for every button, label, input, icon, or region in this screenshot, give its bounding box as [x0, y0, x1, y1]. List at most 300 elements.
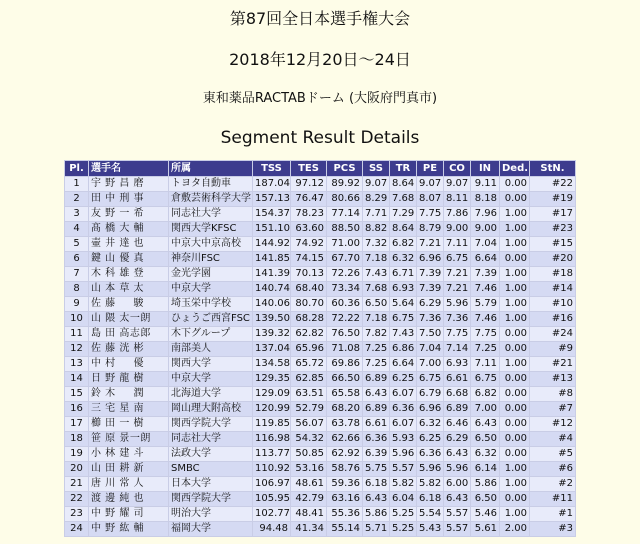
tss-cell: 120.99 — [253, 402, 291, 417]
in-cell: 6.50 — [471, 492, 500, 507]
tr-cell: 6.93 — [390, 282, 417, 297]
tr-cell: 6.07 — [390, 387, 417, 402]
co-cell: 6.43 — [444, 492, 471, 507]
in-cell: 9.11 — [471, 177, 500, 192]
club-cell: 中京大学 — [169, 282, 253, 297]
place-cell: 15 — [65, 387, 89, 402]
tes-cell: 50.85 — [291, 447, 327, 462]
pe-cell: 6.18 — [417, 492, 444, 507]
table-row — [65, 357, 576, 372]
skater-name-cell: 壷 井 達 也 — [89, 237, 169, 252]
place-cell: 23 — [65, 507, 89, 522]
pcs-cell: 69.86 — [327, 357, 363, 372]
column-header-tes: TES — [291, 161, 327, 177]
place-cell: 21 — [65, 477, 89, 492]
place-cell: 17 — [65, 417, 89, 432]
column-header-tss: TSS — [253, 161, 291, 177]
tes-cell: 54.32 — [291, 432, 327, 447]
place-cell: 5 — [65, 237, 89, 252]
club-cell: SMBC — [169, 462, 253, 477]
club-cell: 関西大学 — [169, 357, 253, 372]
column-header-skater: 選手名 — [89, 161, 169, 177]
tr-cell: 6.32 — [390, 252, 417, 267]
in-cell: 5.86 — [471, 477, 500, 492]
pe-cell: 5.54 — [417, 507, 444, 522]
pe-cell: 7.75 — [417, 207, 444, 222]
ss-cell: 8.82 — [363, 222, 390, 237]
skater-name-cell: 髙 橋 大 輔 — [89, 222, 169, 237]
tr-cell: 5.25 — [390, 507, 417, 522]
place-cell: 4 — [65, 222, 89, 237]
deductions-cell: 1.00 — [500, 222, 530, 237]
tes-cell: 53.16 — [291, 462, 327, 477]
club-cell: 埼玉栄中学校 — [169, 297, 253, 312]
start-number-cell: #5 — [530, 447, 576, 462]
co-cell: 8.11 — [444, 192, 471, 207]
header-row — [65, 161, 576, 177]
tr-cell: 5.57 — [390, 462, 417, 477]
tes-cell: 65.96 — [291, 342, 327, 357]
co-cell: 7.86 — [444, 207, 471, 222]
ss-cell: 7.18 — [363, 252, 390, 267]
tss-cell: 116.98 — [253, 432, 291, 447]
place-cell: 13 — [65, 357, 89, 372]
deductions-cell: 0.00 — [500, 192, 530, 207]
start-number-cell: #13 — [530, 372, 576, 387]
table-row — [65, 252, 576, 267]
deductions-cell: 0.00 — [500, 432, 530, 447]
deductions-cell: 1.00 — [500, 507, 530, 522]
co-cell: 6.93 — [444, 357, 471, 372]
tes-cell: 62.82 — [291, 327, 327, 342]
place-cell: 2 — [65, 192, 89, 207]
ss-cell: 6.50 — [363, 297, 390, 312]
tr-cell: 6.07 — [390, 417, 417, 432]
club-cell: 北海道大学 — [169, 387, 253, 402]
ss-cell: 6.43 — [363, 387, 390, 402]
start-number-cell: #7 — [530, 402, 576, 417]
place-cell: 16 — [65, 402, 89, 417]
deductions-cell: 0.00 — [500, 342, 530, 357]
event-venue: 東和薬品RACTABドーム (大阪府門真市) — [202, 91, 438, 106]
pe-cell: 6.25 — [417, 432, 444, 447]
table-row — [65, 267, 576, 282]
club-cell: 同志社大学 — [169, 432, 253, 447]
column-header-place: Pl. — [65, 161, 89, 177]
table-row — [65, 222, 576, 237]
club-cell: 中京大中京高校 — [169, 237, 253, 252]
pcs-cell: 71.08 — [327, 342, 363, 357]
start-number-cell: #23 — [530, 222, 576, 237]
tr-cell: 7.68 — [390, 192, 417, 207]
table-row — [65, 327, 576, 342]
ss-cell: 8.29 — [363, 192, 390, 207]
deductions-cell: 0.00 — [500, 492, 530, 507]
tss-cell: 134.58 — [253, 357, 291, 372]
tes-cell: 80.70 — [291, 297, 327, 312]
place-cell: 24 — [65, 522, 89, 537]
co-cell: 6.46 — [444, 417, 471, 432]
deductions-cell: 0.00 — [500, 177, 530, 192]
tes-cell: 48.61 — [291, 477, 327, 492]
pe-cell: 7.39 — [417, 282, 444, 297]
ss-cell: 7.43 — [363, 267, 390, 282]
ss-cell: 6.89 — [363, 402, 390, 417]
in-cell: 6.64 — [471, 252, 500, 267]
tss-cell: 141.85 — [253, 252, 291, 267]
start-number-cell: #20 — [530, 252, 576, 267]
place-cell: 12 — [65, 342, 89, 357]
skater-name-cell: 三 宅 星 南 — [89, 402, 169, 417]
pe-cell: 7.00 — [417, 357, 444, 372]
table-row — [65, 312, 576, 327]
table-row — [65, 507, 576, 522]
club-cell: 木下グループ — [169, 327, 253, 342]
table-row — [65, 522, 576, 537]
skater-name-cell: 笹 原 景一朗 — [89, 432, 169, 447]
pcs-cell: 88.50 — [327, 222, 363, 237]
tes-cell: 42.79 — [291, 492, 327, 507]
club-cell: 中京大学 — [169, 372, 253, 387]
place-cell: 7 — [65, 267, 89, 282]
co-cell: 6.68 — [444, 387, 471, 402]
start-number-cell: #16 — [530, 312, 576, 327]
ss-cell: 5.71 — [363, 522, 390, 537]
club-cell: トヨタ自動車 — [169, 177, 253, 192]
start-number-cell: #14 — [530, 282, 576, 297]
club-cell: 岡山理大附高校 — [169, 402, 253, 417]
tss-cell: 154.37 — [253, 207, 291, 222]
tss-cell: 94.48 — [253, 522, 291, 537]
co-cell: 7.21 — [444, 282, 471, 297]
in-cell: 6.75 — [471, 372, 500, 387]
results-table — [64, 160, 576, 537]
column-header-pe: PE — [417, 161, 444, 177]
co-cell: 6.75 — [444, 252, 471, 267]
tes-cell: 97.12 — [291, 177, 327, 192]
start-number-cell: #11 — [530, 492, 576, 507]
deductions-cell: 1.00 — [500, 297, 530, 312]
start-number-cell: #18 — [530, 267, 576, 282]
in-cell: 7.46 — [471, 312, 500, 327]
tss-cell: 141.39 — [253, 267, 291, 282]
tr-cell: 5.96 — [390, 447, 417, 462]
place-cell: 8 — [65, 282, 89, 297]
in-cell: 6.50 — [471, 432, 500, 447]
pcs-cell: 68.20 — [327, 402, 363, 417]
pcs-cell: 65.58 — [327, 387, 363, 402]
in-cell: 5.46 — [471, 507, 500, 522]
place-cell: 18 — [65, 432, 89, 447]
pcs-cell: 55.36 — [327, 507, 363, 522]
club-cell: 金光学園 — [169, 267, 253, 282]
pcs-cell: 73.34 — [327, 282, 363, 297]
tss-cell: 105.95 — [253, 492, 291, 507]
tes-cell: 62.85 — [291, 372, 327, 387]
tss-cell: 113.77 — [253, 447, 291, 462]
deductions-cell: 0.00 — [500, 252, 530, 267]
in-cell: 6.82 — [471, 387, 500, 402]
pe-cell: 6.32 — [417, 417, 444, 432]
deductions-cell: 0.00 — [500, 387, 530, 402]
pe-cell: 6.29 — [417, 297, 444, 312]
skater-name-cell: 友 野 一 希 — [89, 207, 169, 222]
pe-cell: 5.82 — [417, 477, 444, 492]
start-number-cell: #2 — [530, 477, 576, 492]
skater-name-cell: 渡 邊 純 也 — [89, 492, 169, 507]
start-number-cell: #19 — [530, 192, 576, 207]
club-cell: 神奈川FSC — [169, 252, 253, 267]
in-cell: 6.14 — [471, 462, 500, 477]
table-row — [65, 282, 576, 297]
skater-name-cell: 小 林 建 斗 — [89, 447, 169, 462]
tes-cell: 56.07 — [291, 417, 327, 432]
table-row — [65, 207, 576, 222]
ss-cell: 7.68 — [363, 282, 390, 297]
tss-cell: 140.06 — [253, 297, 291, 312]
table-row — [65, 432, 576, 447]
in-cell: 7.75 — [471, 327, 500, 342]
tr-cell: 6.25 — [390, 372, 417, 387]
pcs-cell: 72.26 — [327, 267, 363, 282]
start-number-cell: #17 — [530, 207, 576, 222]
column-header-start-number: StN. — [530, 161, 576, 177]
pcs-cell: 71.00 — [327, 237, 363, 252]
start-number-cell: #15 — [530, 237, 576, 252]
tss-cell: 151.10 — [253, 222, 291, 237]
pcs-cell: 67.70 — [327, 252, 363, 267]
pcs-cell: 66.50 — [327, 372, 363, 387]
tr-cell: 6.36 — [390, 402, 417, 417]
co-cell: 7.14 — [444, 342, 471, 357]
tss-cell: 187.04 — [253, 177, 291, 192]
place-cell: 20 — [65, 462, 89, 477]
deductions-cell: 1.00 — [500, 207, 530, 222]
club-cell: 南部美人 — [169, 342, 253, 357]
tss-cell: 140.74 — [253, 282, 291, 297]
pe-cell: 6.75 — [417, 372, 444, 387]
tes-cell: 74.15 — [291, 252, 327, 267]
tss-cell: 102.77 — [253, 507, 291, 522]
table-row — [65, 417, 576, 432]
club-cell: 同志社大学 — [169, 207, 253, 222]
skater-name-cell: 山 隈 太一朗 — [89, 312, 169, 327]
tr-cell: 6.86 — [390, 342, 417, 357]
place-cell: 14 — [65, 372, 89, 387]
co-cell: 9.00 — [444, 222, 471, 237]
deductions-cell: 0.00 — [500, 402, 530, 417]
tss-cell: 139.50 — [253, 312, 291, 327]
start-number-cell: #12 — [530, 417, 576, 432]
start-number-cell: #10 — [530, 297, 576, 312]
start-number-cell: #24 — [530, 327, 576, 342]
pe-cell: 6.96 — [417, 402, 444, 417]
pe-cell: 8.79 — [417, 222, 444, 237]
co-cell: 6.43 — [444, 447, 471, 462]
place-cell: 6 — [65, 252, 89, 267]
skater-name-cell: 木 科 雄 登 — [89, 267, 169, 282]
place-cell: 11 — [65, 327, 89, 342]
ss-cell: 5.86 — [363, 507, 390, 522]
deductions-cell: 1.00 — [500, 357, 530, 372]
tes-cell: 52.79 — [291, 402, 327, 417]
table-row — [65, 372, 576, 387]
club-cell: 倉敷芸術科学大学 — [169, 192, 253, 207]
pe-cell: 7.39 — [417, 267, 444, 282]
pcs-cell: 62.66 — [327, 432, 363, 447]
deductions-cell: 1.00 — [500, 267, 530, 282]
deductions-cell: 1.00 — [500, 312, 530, 327]
tss-cell: 129.35 — [253, 372, 291, 387]
tr-cell: 6.71 — [390, 267, 417, 282]
table-row — [65, 477, 576, 492]
skater-name-cell: 日 野 龍 樹 — [89, 372, 169, 387]
ss-cell: 7.71 — [363, 207, 390, 222]
place-cell: 10 — [65, 312, 89, 327]
skater-name-cell: 田 中 刑 事 — [89, 192, 169, 207]
tss-cell: 119.85 — [253, 417, 291, 432]
table-row — [65, 447, 576, 462]
start-number-cell: #1 — [530, 507, 576, 522]
tss-cell: 137.04 — [253, 342, 291, 357]
pe-cell: 7.21 — [417, 237, 444, 252]
skater-name-cell: 櫛 田 一 樹 — [89, 417, 169, 432]
skater-name-cell: 佐 藤 駿 — [89, 297, 169, 312]
pcs-cell: 58.76 — [327, 462, 363, 477]
deductions-cell: 0.00 — [500, 327, 530, 342]
tes-cell: 74.92 — [291, 237, 327, 252]
tes-cell: 48.41 — [291, 507, 327, 522]
skater-name-cell: 唐 川 常 人 — [89, 477, 169, 492]
pcs-cell: 72.22 — [327, 312, 363, 327]
ss-cell: 7.82 — [363, 327, 390, 342]
ss-cell: 6.61 — [363, 417, 390, 432]
tes-cell: 68.40 — [291, 282, 327, 297]
co-cell: 7.21 — [444, 267, 471, 282]
ss-cell: 7.25 — [363, 357, 390, 372]
tes-cell: 63.60 — [291, 222, 327, 237]
club-cell: ひょうご西宮FSC — [169, 312, 253, 327]
in-cell: 5.61 — [471, 522, 500, 537]
tr-cell: 5.82 — [390, 477, 417, 492]
place-cell: 9 — [65, 297, 89, 312]
pe-cell: 5.96 — [417, 462, 444, 477]
deductions-cell: 1.00 — [500, 282, 530, 297]
in-cell: 8.18 — [471, 192, 500, 207]
table-row — [65, 297, 576, 312]
tss-cell: 129.09 — [253, 387, 291, 402]
in-cell: 7.04 — [471, 237, 500, 252]
table-row — [65, 492, 576, 507]
ss-cell: 6.18 — [363, 477, 390, 492]
deductions-cell: 0.00 — [500, 447, 530, 462]
ss-cell: 6.43 — [363, 492, 390, 507]
tr-cell: 8.64 — [390, 177, 417, 192]
section-title: Segment Result Details — [220, 128, 420, 148]
deductions-cell: 0.00 — [500, 372, 530, 387]
tes-cell: 76.47 — [291, 192, 327, 207]
club-cell: 関西大学KFSC — [169, 222, 253, 237]
club-cell: 明治大学 — [169, 507, 253, 522]
in-cell: 7.46 — [471, 282, 500, 297]
ss-cell: 6.89 — [363, 372, 390, 387]
co-cell: 5.96 — [444, 462, 471, 477]
pcs-cell: 63.78 — [327, 417, 363, 432]
co-cell: 6.61 — [444, 372, 471, 387]
start-number-cell: #4 — [530, 432, 576, 447]
club-cell: 福岡大学 — [169, 522, 253, 537]
co-cell: 7.11 — [444, 237, 471, 252]
pe-cell: 7.36 — [417, 312, 444, 327]
ss-cell: 6.36 — [363, 432, 390, 447]
skater-name-cell: 鈴 木 潤 — [89, 387, 169, 402]
pcs-cell: 76.50 — [327, 327, 363, 342]
start-number-cell: #6 — [530, 462, 576, 477]
table-row — [65, 342, 576, 357]
tr-cell: 7.29 — [390, 207, 417, 222]
tss-cell: 144.92 — [253, 237, 291, 252]
tes-cell: 68.28 — [291, 312, 327, 327]
in-cell: 7.00 — [471, 402, 500, 417]
column-header-ss: SS — [363, 161, 390, 177]
pe-cell: 7.04 — [417, 342, 444, 357]
deductions-cell: 1.00 — [500, 462, 530, 477]
club-cell: 関西学院大学 — [169, 492, 253, 507]
ss-cell: 7.18 — [363, 312, 390, 327]
co-cell: 6.00 — [444, 477, 471, 492]
start-number-cell: #3 — [530, 522, 576, 537]
tr-cell: 5.93 — [390, 432, 417, 447]
pe-cell: 7.50 — [417, 327, 444, 342]
start-number-cell: #8 — [530, 387, 576, 402]
in-cell: 7.96 — [471, 207, 500, 222]
deductions-cell: 1.00 — [500, 477, 530, 492]
co-cell: 6.89 — [444, 402, 471, 417]
club-cell: 法政大学 — [169, 447, 253, 462]
co-cell: 5.96 — [444, 297, 471, 312]
pcs-cell: 60.36 — [327, 297, 363, 312]
pcs-cell: 89.92 — [327, 177, 363, 192]
tss-cell: 106.97 — [253, 477, 291, 492]
in-cell: 7.39 — [471, 267, 500, 282]
skater-name-cell: 宇 野 昌 磨 — [89, 177, 169, 192]
tr-cell: 6.75 — [390, 312, 417, 327]
ss-cell: 9.07 — [363, 177, 390, 192]
skater-name-cell: 山 田 耕 新 — [89, 462, 169, 477]
tr-cell: 7.43 — [390, 327, 417, 342]
results-body — [65, 177, 576, 537]
tr-cell: 8.64 — [390, 222, 417, 237]
table-row — [65, 177, 576, 192]
tes-cell: 78.23 — [291, 207, 327, 222]
pcs-cell: 59.36 — [327, 477, 363, 492]
ss-cell: 6.39 — [363, 447, 390, 462]
tr-cell: 5.25 — [390, 522, 417, 537]
in-cell: 6.43 — [471, 417, 500, 432]
skater-name-cell: 中 野 紘 輔 — [89, 522, 169, 537]
start-number-cell: #9 — [530, 342, 576, 357]
deductions-cell: 1.00 — [500, 237, 530, 252]
ss-cell: 5.75 — [363, 462, 390, 477]
tss-cell: 139.32 — [253, 327, 291, 342]
tr-cell: 6.04 — [390, 492, 417, 507]
in-cell: 6.32 — [471, 447, 500, 462]
club-cell: 日本大学 — [169, 477, 253, 492]
deductions-cell: 2.00 — [500, 522, 530, 537]
deductions-cell: 0.00 — [500, 417, 530, 432]
tes-cell: 65.72 — [291, 357, 327, 372]
tr-cell: 6.64 — [390, 357, 417, 372]
